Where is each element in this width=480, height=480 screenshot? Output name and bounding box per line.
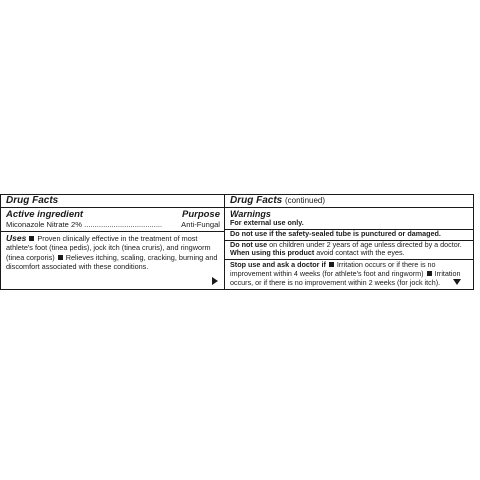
when-using-text: avoid contact with the eyes.: [316, 248, 405, 258]
ingredient-row: [1, 220, 224, 232]
continue-arrow-right-icon: [212, 277, 218, 285]
drug-facts-header: Drug Facts: [1, 195, 224, 208]
when-using-warning: [225, 249, 473, 260]
active-ingredient-row: [1, 208, 224, 220]
safety-seal-warning: Do not use if the safety-sealed tube is punctured or damaged.: [225, 230, 473, 241]
uses-heading: Uses: [6, 233, 27, 243]
drug-facts-header-right: Drug Facts: [230, 195, 283, 206]
bullet-square-icon: [427, 271, 432, 276]
when-using-bold: When using this product: [230, 248, 315, 258]
warnings-heading: Warnings: [230, 209, 271, 219]
drug-facts-label: [0, 194, 474, 290]
active-ingredient-heading: Active ingredient: [6, 209, 84, 220]
drug-facts-continued-header: [225, 195, 473, 208]
uses-text-1: Proven clinically effective in the treatment of most athlete's foot (tinea pedis), jock itch (tinea cruris), and ringworm (tinea corporis): [6, 234, 211, 262]
uses-text-2: Relieves itching, scaling, cracking, burning and discomfort associated with these conditions.: [6, 252, 218, 272]
do-not-use-bold: Do not use: [230, 239, 268, 249]
ingredient-name: Miconazole Nitrate 2% .....................................: [6, 220, 163, 229]
stop-use-bold: Stop use and ask a doctor if: [230, 260, 326, 270]
stop-use-warning: [225, 260, 473, 287]
stop-use-text-2: Irritation occurs, or if there is no improvement within 2 weeks (for jock itch).: [230, 268, 461, 287]
bullet-square-icon: [58, 255, 63, 260]
ingredient-purpose: Anti-Fungal: [181, 220, 220, 229]
drug-facts-right-panel: [225, 195, 473, 289]
drug-facts-left-panel: [1, 195, 225, 289]
uses-section: [1, 232, 224, 272]
bullet-square-icon: [29, 236, 34, 241]
do-not-use-text: on children under 2 years of age unless directed by a doctor.: [269, 239, 462, 249]
external-use-warning: For external use only.: [225, 219, 473, 230]
continue-arrow-down-icon: [453, 279, 461, 285]
bullet-square-icon: [329, 262, 334, 267]
purpose-heading: Purpose: [181, 209, 220, 220]
continued-label: (continued): [285, 196, 326, 205]
stop-use-text-1: Irritation occurs or if there is no improvement within 4 weeks (for athlete's foot and ringworm): [230, 260, 436, 278]
